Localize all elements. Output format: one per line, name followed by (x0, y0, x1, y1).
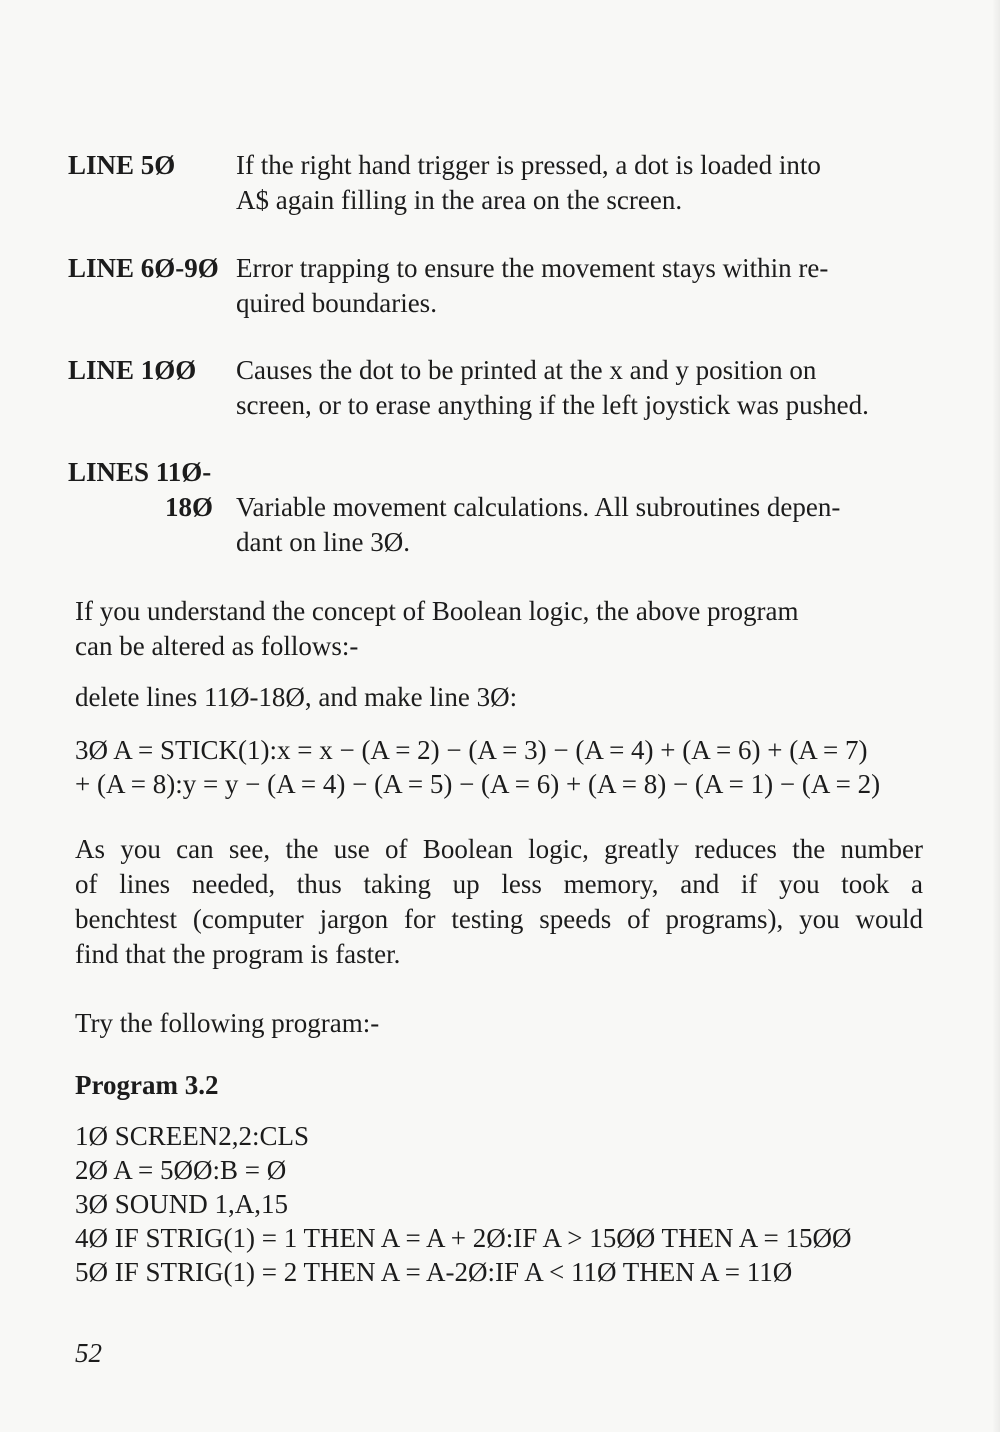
code-line: 3Ø SOUND 1,A,15 (75, 1189, 289, 1219)
paragraph-line: of lines needed, thus taking up less memory, and if you took a (75, 869, 923, 899)
description-line: If the right hand trigger is pressed, a dot is loaded into (236, 150, 821, 180)
line-label-continued: 18Ø (165, 492, 214, 522)
paragraph-line: find that the program is faster. (75, 939, 401, 969)
line-explanation-60-90 (68, 251, 928, 321)
line-description (236, 251, 928, 321)
program-listing (75, 1119, 925, 1289)
line-explanation-100 (68, 353, 928, 423)
boolean-intro-paragraph (75, 594, 923, 664)
line-explanation-110-180 (68, 455, 928, 560)
line-label: LINES 11Ø- (68, 457, 212, 487)
line-explanation-50 (68, 148, 928, 218)
line-label: LINE 1ØØ (68, 355, 197, 385)
paragraph-line: delete lines 11Ø-18Ø, and make line 3Ø: (75, 682, 518, 712)
paragraph-line: can be altered as follows:- (75, 631, 359, 661)
description-line: Causes the dot to be printed at the x and y position on (236, 355, 817, 385)
line-description (236, 455, 928, 560)
boolean-logic-paragraph (75, 832, 923, 972)
description-line: quired boundaries. (236, 288, 437, 318)
paragraph-line: Try the following program:- (75, 1008, 380, 1038)
page-number: 52 (75, 1338, 102, 1368)
code-line: 3Ø A = STICK(1):x = x − (A = 2) − (A = 3) − (A = 4) + (A = 6) + (A = 7) (75, 735, 868, 765)
line-description (236, 148, 928, 218)
code-line: 1Ø SCREEN2,2:CLS (75, 1121, 310, 1151)
description-line: dant on line 3Ø. (236, 527, 410, 557)
paragraph-line: benchtest (computer jargon for testing speeds of programs), you would (75, 904, 923, 934)
paragraph-line: As you can see, the use of Boolean logic, greatly reduces the number (75, 834, 923, 864)
description-line: screen, or to erase anything if the left joystick was pushed. (236, 390, 869, 420)
description-line: Error trapping to ensure the movement stays within re- (236, 253, 829, 283)
code-line: 4Ø IF STRIG(1) = 1 THEN A = A + 2Ø:IF A > 15ØØ THEN A = 15ØØ (75, 1223, 852, 1253)
code-line: + (A = 8):y = y − (A = 4) − (A = 5) − (A = 6) + (A = 8) − (A = 1) − (A = 2) (75, 769, 881, 799)
code-line: 5Ø IF STRIG(1) = 2 THEN A = A-2Ø:IF A < 11Ø THEN A = 11Ø (75, 1257, 793, 1287)
code-line: 2Ø A = 5ØØ:B = Ø (75, 1155, 287, 1185)
page-edge-shadow (992, 0, 1000, 1432)
program-heading: Program 3.2 (75, 1070, 219, 1100)
description-line: Variable movement calculations. All subroutines depen- (236, 492, 841, 522)
line30-code (75, 733, 925, 801)
description-line: A$ again filling in the area on the screen. (236, 185, 683, 215)
try-program-text (75, 1006, 923, 1041)
program-title (75, 1068, 923, 1103)
delete-instruction (75, 680, 923, 715)
line-label: LINE 6Ø-9Ø (68, 253, 219, 283)
line-description (236, 353, 928, 423)
paragraph-line: If you understand the concept of Boolean logic, the above program (75, 596, 799, 626)
line-label: LINE 5Ø (68, 150, 176, 180)
